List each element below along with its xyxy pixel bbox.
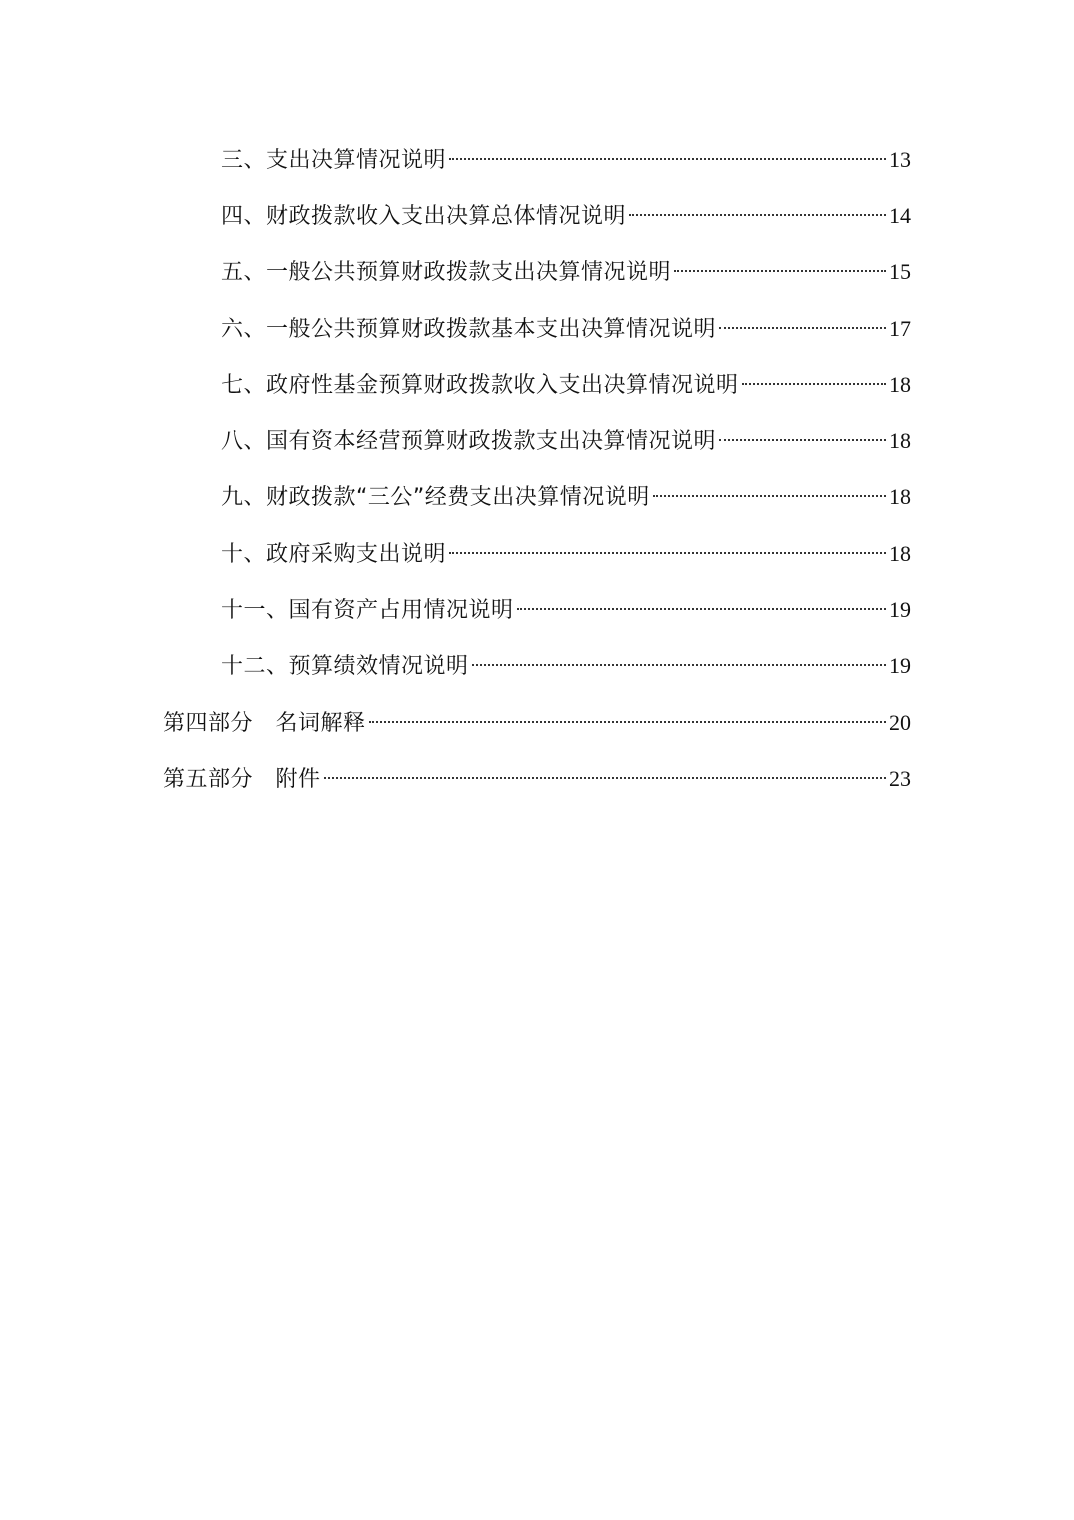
toc-dot-leader — [369, 721, 886, 723]
toc-entry[interactable] — [0, 637, 1074, 693]
toc-entry[interactable] — [0, 693, 1074, 749]
toc-entry-label: 五、一般公共预算财政拨款支出决算情况说明 — [221, 260, 672, 286]
toc-dot-leader — [449, 158, 886, 160]
toc-dot-leader — [719, 327, 886, 329]
toc-entry[interactable] — [0, 130, 1074, 186]
toc-entry-label: 九、财政拨款“三公”经费支出决算情况说明 — [221, 485, 650, 511]
toc-page-number: 18 — [889, 371, 911, 397]
toc-entry-label: 第四部分 名词解释 — [163, 710, 366, 736]
toc-page-number: 19 — [889, 597, 911, 623]
toc-entry[interactable] — [0, 524, 1074, 580]
toc-page-number: 18 — [889, 484, 911, 510]
toc-entry-label: 十、政府采购支出说明 — [221, 541, 447, 567]
toc-entry-label: 七、政府性基金预算财政拨款收入支出决算情况说明 — [221, 372, 739, 398]
toc-page-number: 14 — [889, 202, 911, 228]
table-of-contents — [0, 130, 1074, 806]
toc-dot-leader — [719, 439, 886, 441]
toc-entry-label: 六、一般公共预算财政拨款基本支出决算情况说明 — [221, 316, 717, 342]
toc-entry[interactable] — [0, 186, 1074, 242]
toc-dot-leader — [653, 495, 886, 497]
toc-entry-label: 四、财政拨款收入支出决算总体情况说明 — [221, 203, 627, 229]
toc-dot-leader — [742, 383, 886, 385]
toc-page-number: 23 — [889, 765, 911, 791]
toc-page-number: 20 — [889, 709, 911, 735]
toc-entry[interactable] — [0, 355, 1074, 411]
toc-entry-label: 十二、预算绩效情况说明 — [221, 654, 469, 680]
toc-entry-label: 三、支出决算情况说明 — [221, 147, 447, 173]
toc-dot-leader — [674, 270, 886, 272]
toc-entry[interactable] — [0, 580, 1074, 636]
toc-page-number: 19 — [889, 653, 911, 679]
toc-entry[interactable] — [0, 468, 1074, 524]
toc-entry[interactable] — [0, 243, 1074, 299]
toc-entry[interactable] — [0, 749, 1074, 805]
toc-entry-label: 十一、国有资产占用情况说明 — [221, 598, 514, 624]
toc-entry[interactable] — [0, 411, 1074, 467]
toc-dot-leader — [449, 552, 886, 554]
toc-entry[interactable] — [0, 299, 1074, 355]
toc-page-number: 18 — [889, 540, 911, 566]
toc-entry-label: 第五部分 附件 — [163, 766, 321, 792]
toc-entry-label: 八、国有资本经营预算财政拨款支出决算情况说明 — [221, 429, 717, 455]
toc-dot-leader — [517, 608, 886, 610]
toc-dot-leader — [324, 777, 886, 779]
toc-dot-leader — [629, 214, 886, 216]
toc-dot-leader — [472, 664, 886, 666]
toc-page-number: 13 — [889, 146, 911, 172]
toc-page-number: 15 — [889, 259, 911, 285]
toc-page-number: 18 — [889, 428, 911, 454]
toc-page-number: 17 — [889, 315, 911, 341]
